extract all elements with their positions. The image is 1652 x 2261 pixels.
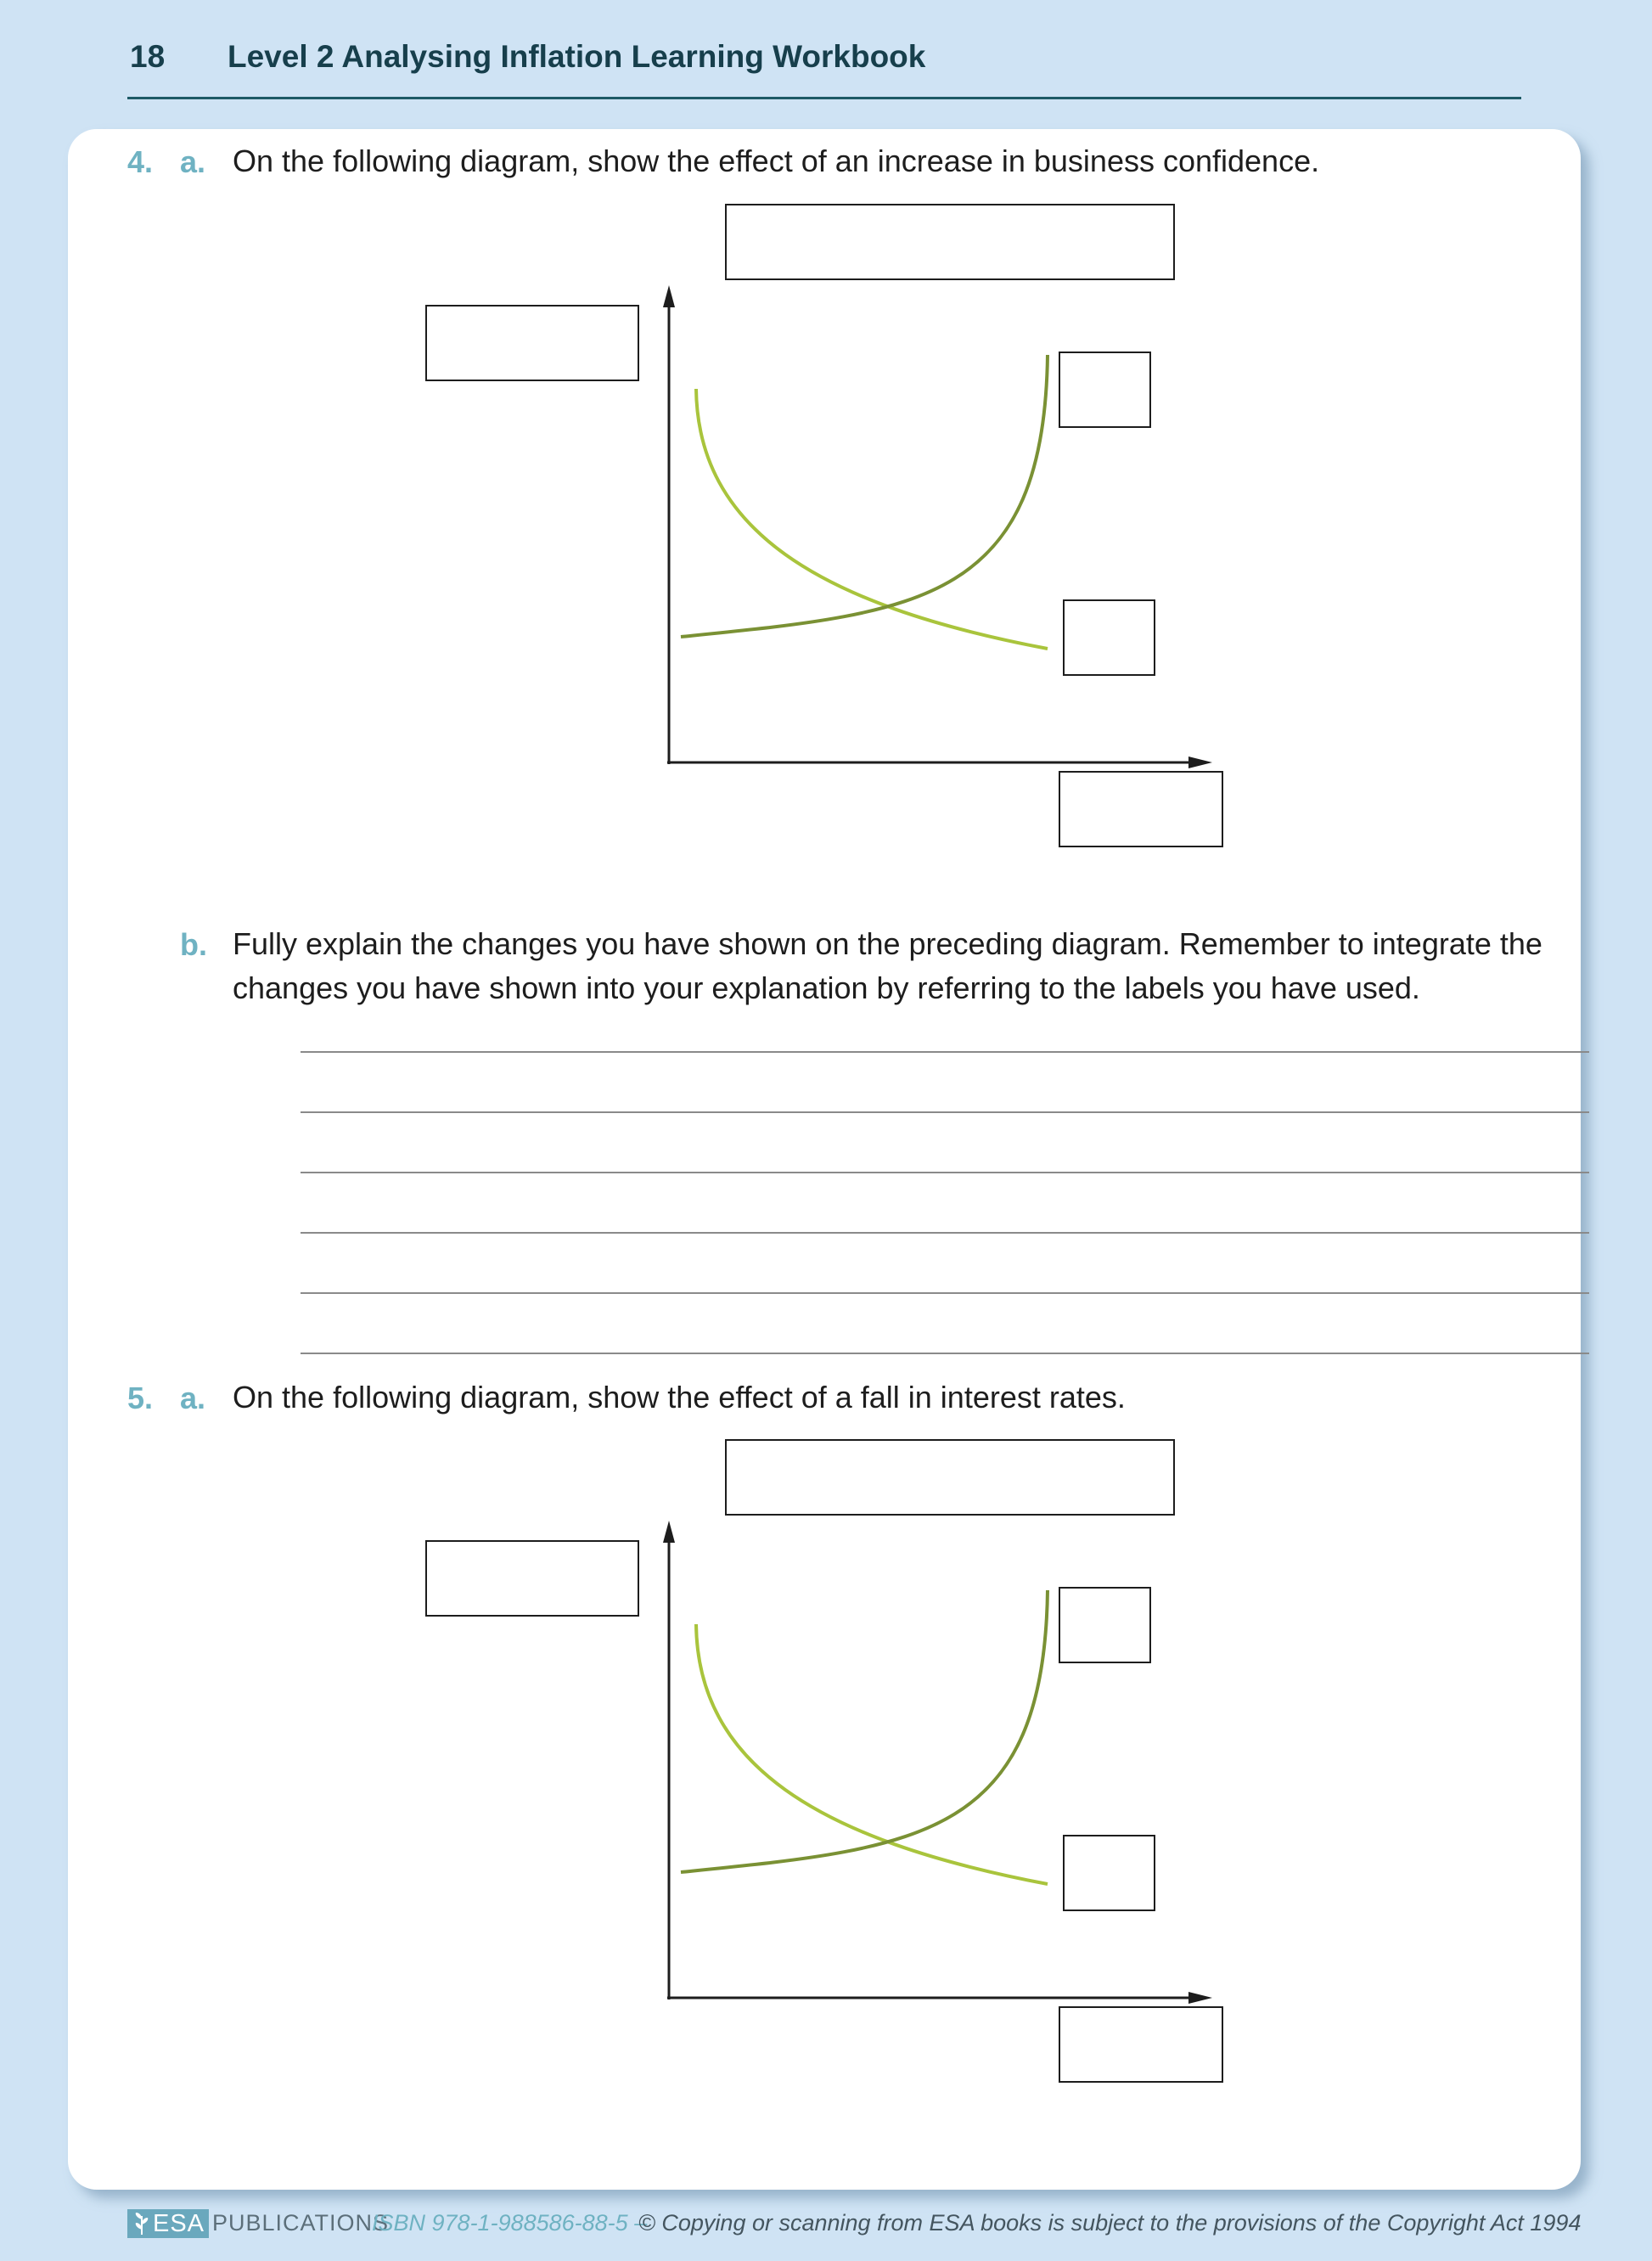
diagram-2: [68, 1364, 1581, 2129]
diagram-2-x-axis-label-box[interactable]: [1059, 2006, 1223, 2083]
question-4a-letter: a.: [180, 144, 206, 179]
question-4a-text: On the following diagram, show the effect of an increase in business confidence.: [233, 143, 1320, 178]
diagram-1-upper-curve-label-box[interactable]: [1059, 352, 1151, 428]
esa-logo-text: ESA: [153, 2210, 205, 2237]
diagram-1-title-box[interactable]: [725, 204, 1175, 280]
diagram-2-x-axis: [667, 1992, 1212, 2004]
diagram-2-y-axis: [663, 1521, 675, 1999]
question-5a-letter: a.: [180, 1381, 206, 1415]
copyright-notice: © Copying or scanning from ESA books is subject to the provisions of the Copyright Act 1994: [638, 2210, 1582, 2236]
question-4b-text-line-1: Fully explain the changes you have shown on the preceding diagram. Remember to integrate the: [233, 926, 1542, 961]
question-5a-text: On the following diagram, show the effect of a fall in interest rates.: [233, 1380, 1126, 1415]
publications-label: PUBLICATIONS: [212, 2210, 390, 2236]
diagram-1-x-axis: [667, 756, 1212, 768]
answer-line[interactable]: [301, 1353, 1589, 1354]
page-header: [127, 34, 1521, 99]
answer-line[interactable]: [301, 1051, 1589, 1053]
page-number: 18: [130, 39, 166, 74]
diagram-1-rising-curve: [681, 355, 1048, 637]
diagram-1-y-axis-label-box[interactable]: [425, 305, 639, 381]
question-4b-letter: b.: [180, 927, 207, 962]
answer-line[interactable]: [301, 1232, 1589, 1234]
diagram-1-lower-curve-label-box[interactable]: [1063, 599, 1155, 676]
diagram-1-x-axis-label-box[interactable]: [1059, 771, 1223, 847]
diagram-1-y-axis: [663, 285, 675, 764]
diagram-1: [68, 129, 1581, 893]
question-4b-text-line-2: changes you have shown into your explanation by referring to the labels you have used.: [233, 970, 1420, 1005]
book-title: Level 2 Analysing Inflation Learning Workbook: [228, 39, 926, 74]
question-5-number: 5.: [127, 1381, 154, 1415]
answer-line[interactable]: [301, 1111, 1589, 1113]
diagram-2-upper-curve-label-box[interactable]: [1059, 1587, 1151, 1663]
diagram-2-lower-curve-label-box[interactable]: [1063, 1835, 1155, 1911]
worksheet-card: [68, 129, 1581, 2190]
diagram-2-rising-curve: [681, 1590, 1048, 1872]
answer-line[interactable]: [301, 1292, 1589, 1294]
diagram-2-title-box[interactable]: [725, 1439, 1175, 1516]
question-4-number: 4.: [127, 144, 154, 179]
esa-logo: [127, 2209, 209, 2238]
answer-line[interactable]: [301, 1172, 1589, 1173]
leaf-icon: [132, 2211, 151, 2236]
isbn-text: ISBN 978-1-988586-88-5 –: [372, 2210, 648, 2236]
diagram-2-y-axis-label-box[interactable]: [425, 1540, 639, 1617]
